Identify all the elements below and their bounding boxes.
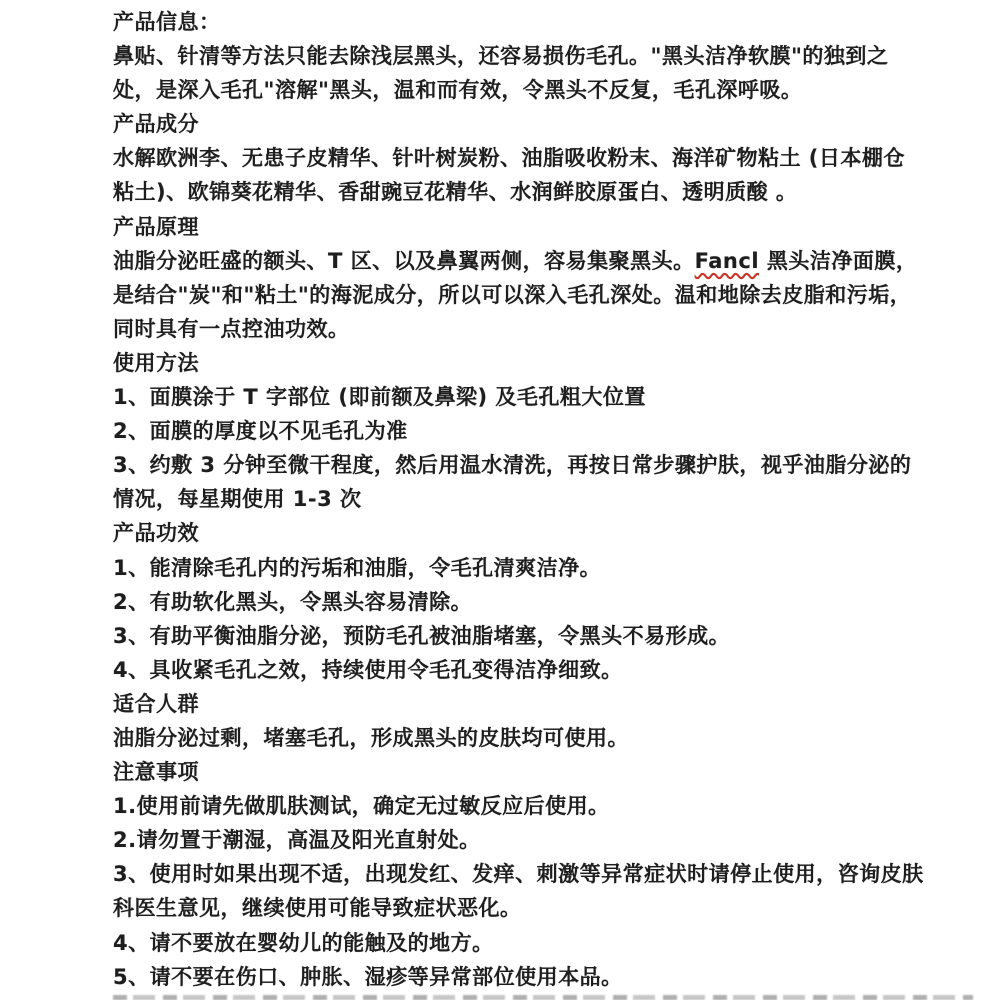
usage-step-3-line-1: 3、约敷 3 分钟至微干程度，然后用温水清洗，再按日常步骤护肤，视乎油脂分泌的 <box>113 453 912 478</box>
precaution-3-line-1: 3、使用时如果出现不适，出现发红、发痒、刺激等异常症状时请停止使用，咨询皮肤 <box>113 862 924 887</box>
effect-2: 2、有助软化黑头，令黑头容易清除。 <box>113 589 473 614</box>
brand-name-fancl: Fancl <box>694 248 760 273</box>
effect-1: 1、能清除毛孔内的污垢和油脂，令毛孔清爽洁净。 <box>113 555 602 580</box>
heading-principle: 产品原理 <box>113 214 199 239</box>
principle-line-2: 是结合"炭"和"粘土"的海泥成分，所以可以深入毛孔深处。温和地除去皮脂和污垢， <box>113 282 912 307</box>
usage-step-3-line-2: 情况，每星期使用 1-3 次 <box>113 487 362 512</box>
principle-line-1 <box>113 244 970 278</box>
heading-precautions: 注意事项 <box>113 760 199 785</box>
heading-effects: 产品功效 <box>113 521 199 546</box>
ingredients-line-2: 粘土)、欧锦葵花精华、香甜豌豆花精华、水润鲜胶原蛋白、透明质酸 。 <box>113 180 798 205</box>
effect-3: 3、有助平衡油脂分泌，预防毛孔被油脂堵塞，令黑头不易形成。 <box>113 623 731 648</box>
product-info-text <box>113 5 970 994</box>
precaution-2: 2.请勿置于潮湿，高温及阳光直射处。 <box>113 828 481 853</box>
heading-usage: 使用方法 <box>113 350 199 375</box>
heading-ingredients: 产品成分 <box>113 112 199 137</box>
intro-line-2: 处，是深入毛孔"溶解"黑头，温和而有效，令黑头不反复，毛孔深呼吸。 <box>113 78 803 103</box>
usage-step-1: 1、面膜涂于 T 字部位 (即前额及鼻梁) 及毛孔粗大位置 <box>113 385 646 410</box>
intro-line-1: 鼻贴、针清等方法只能去除浅层黑头，还容易损伤毛孔。"黑头洁净软膜"的独到之 <box>113 44 889 69</box>
heading-product-info: 产品信息： <box>113 10 221 34</box>
precaution-1: 1.使用前请先做肌肤测试，确定无过敏反应后使用。 <box>113 794 610 819</box>
precaution-5: 5、请不要在伤口、肿胀、湿疹等异常部位使用本品。 <box>113 964 623 989</box>
ingredients-line-1: 水解欧洲李、无患子皮精华、针叶树炭粉、油脂吸收粉末、海洋矿物粘土 (日本棚仓 <box>113 146 905 171</box>
precaution-4: 4、请不要放在婴幼儿的能触及的地方。 <box>113 930 494 955</box>
usage-step-2: 2、面膜的厚度以不见毛孔为准 <box>113 419 408 444</box>
suitable-for-desc: 油脂分泌过剩，堵塞毛孔，形成黑头的皮肤均可使用。 <box>113 725 629 750</box>
clipped-next-line <box>113 995 973 1000</box>
principle-line-1-after: 黑头洁净面膜， <box>759 248 918 273</box>
heading-suitable-for: 适合人群 <box>113 691 199 716</box>
principle-line-3: 同时具有一点控油功效。 <box>113 316 350 341</box>
effect-4: 4、具收紧毛孔之效，持续使用令毛孔变得洁净细致。 <box>113 657 623 682</box>
principle-line-1-before: 油脂分泌旺盛的额头、T 区、以及鼻翼两侧，容易集聚黑头。 <box>113 248 695 273</box>
precaution-3-line-2: 科医生意见，继续使用可能导致症状恶化。 <box>113 896 522 921</box>
